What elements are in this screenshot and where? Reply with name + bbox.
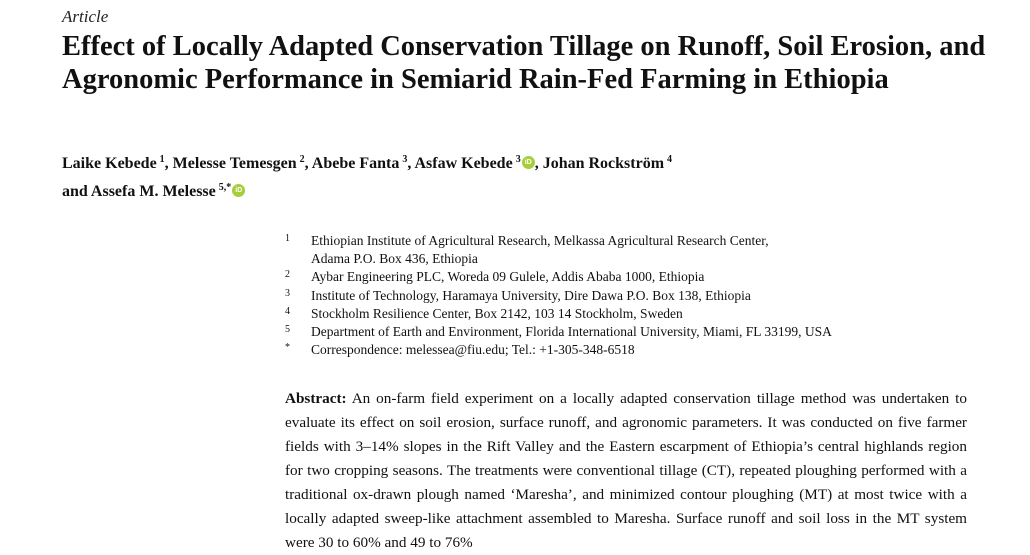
orcid-icon[interactable]: iD [522,156,535,169]
affiliation-superscript: 4 [667,154,673,165]
affiliation-number: 5 [285,324,290,336]
affiliation-text [311,232,985,268]
author-3[interactable] [312,155,408,172]
author-separator: , [407,155,415,172]
correspondence-mark: * [285,342,290,354]
paper-title: Effect of Locally Adapted Conservation Tillage on Runoff, Soil Erosion, and Agronomic Performance in Semiarid Rain-Fed Farming in Ethiopia [62,31,986,95]
abstract [285,387,967,555]
affiliation-item [285,287,985,305]
author-name: and Assefa M. Melesse [62,183,216,200]
author-name: Asfaw Kebede [414,155,513,172]
author-5[interactable] [543,155,672,172]
affiliation-text: Stockholm Resilience Center, Box 2142, 103 14 Stockholm, Sweden [311,305,683,321]
affiliation-number: 4 [285,305,290,317]
author-1[interactable] [62,155,165,172]
abstract-text: An on-farm field experiment on a locally adapted conservation tillage method was undertaken to evaluate its effect on soil erosion, surface runoff, and agronomic parameters. It was conducted on five farmer fields with 3–14% slopes in the Rift Valley and the Eastern escarpment of Ethiopia’s central highlands region for two cropping seasons. The treatments were conventional tillage (CT), repeated ploughing performed with a traditional ox-drawn plough named ‘Maresha’, and minimized contour ploughing (MT) at most twice with a locally adapted sweep-like attachment assembled to Maresha. Surface runoff and soil loss in the MT system were 30 to 60% and 49 to 76% [285,390,967,551]
affiliation-number: 2 [285,269,290,281]
author-separator: , [304,155,312,172]
correspondence-text: Correspondence: melessea@fiu.edu; Tel.: +1-305-348-6518 [311,342,635,358]
affiliation-list [285,232,985,359]
affiliation-item [285,323,985,341]
affiliation-item [285,268,985,286]
affiliation-number: 3 [285,287,290,299]
affiliation-item [285,305,985,323]
affiliation-text: Institute of Technology, Haramaya University, Dire Dawa P.O. Box 138, Ethiopia [311,287,751,303]
affiliation-superscript: 3 [515,154,521,165]
author-name: Johan Rockström [542,155,665,172]
affiliation-line: Adama P.O. Box 436, Ethiopia [311,251,478,267]
author-2[interactable] [173,155,305,172]
correspondence-item [285,341,985,359]
affiliation-text: Department of Earth and Environment, Florida International University, Miami, FL 33199, USA [311,324,832,340]
abstract-label: Abstract: [285,390,347,407]
affiliation-text: Aybar Engineering PLC, Woreda 09 Gulele, Addis Ababa 1000, Ethiopia [311,269,705,285]
affiliation-superscript: 5,* [218,182,232,193]
affiliation-number: 1 [285,233,290,244]
author-list [62,148,962,204]
author-6[interactable] [62,183,245,200]
affiliation-superscript: 3 [402,154,408,165]
author-separator: , [534,155,543,172]
affiliation-item [285,232,985,268]
orcid-icon[interactable]: iD [232,184,245,197]
author-separator: , [164,155,173,172]
author-name: Abebe Fanta [311,155,400,172]
author-name: Melesse Temesgen [172,155,297,172]
affiliation-superscript: 1 [159,154,165,165]
author-name: Laike Kebede [62,155,157,172]
author-4[interactable] [414,155,534,172]
article-type-label: Article [62,7,109,26]
affiliation-superscript: 2 [299,154,305,165]
affiliation-line: Ethiopian Institute of Agricultural Research, Melkassa Agricultural Research Center, [311,233,769,248]
